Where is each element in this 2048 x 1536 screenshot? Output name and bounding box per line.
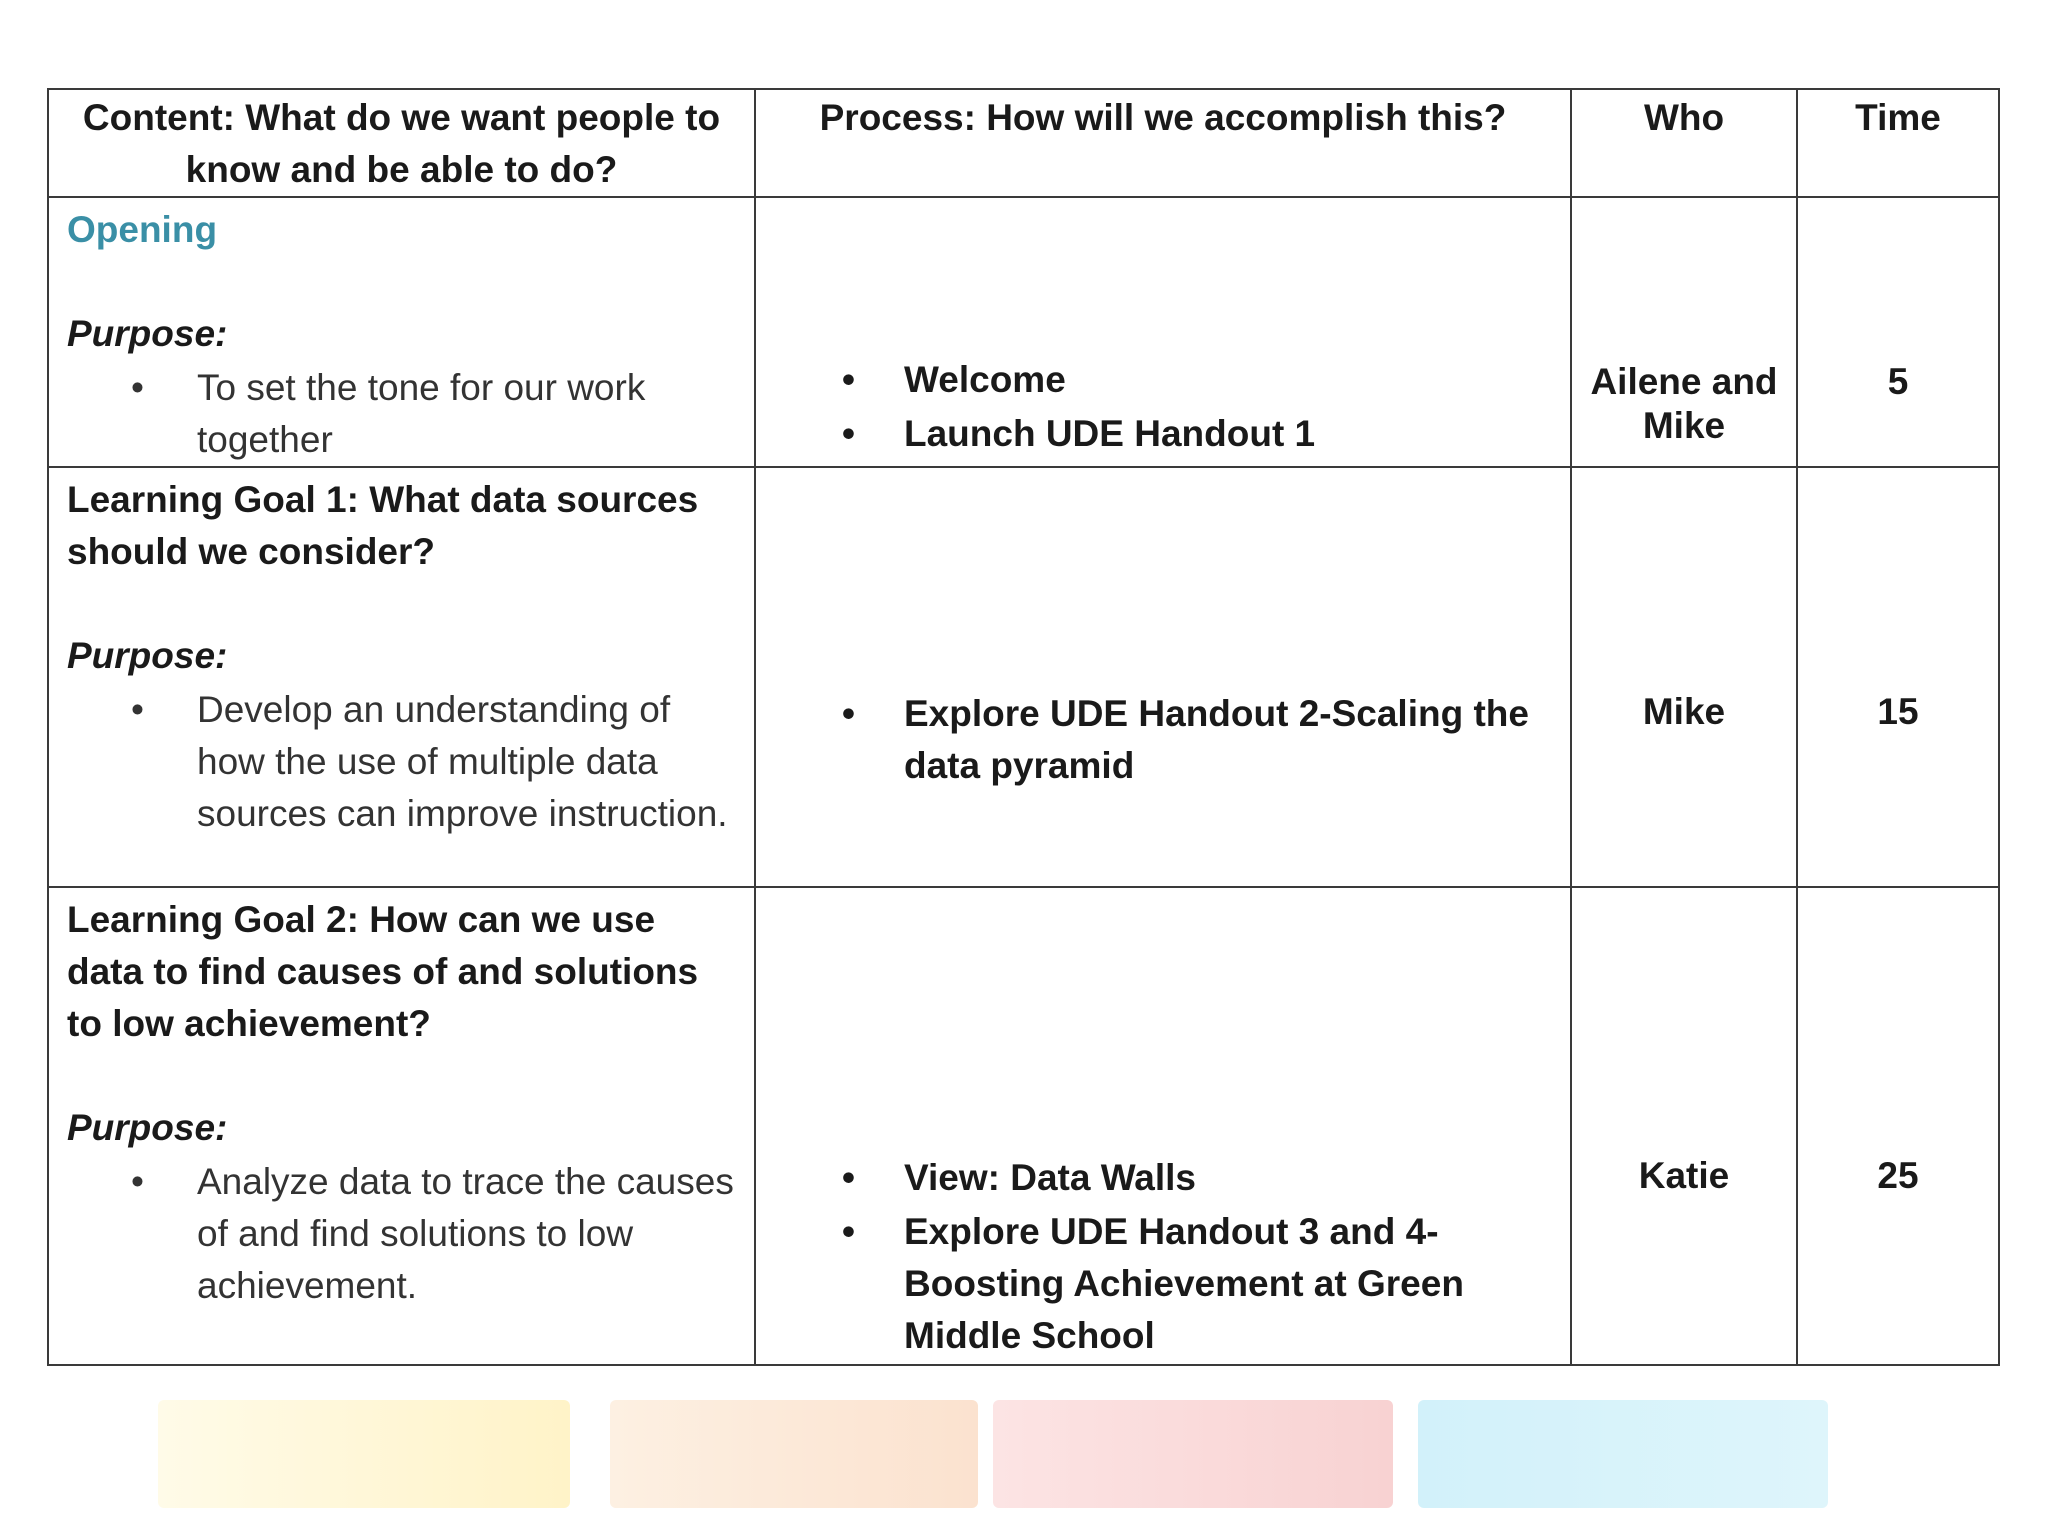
purpose-label: Purpose: <box>67 313 228 354</box>
header-time: Time <box>1797 89 1999 197</box>
list-item: • To set the tone for our work together <box>67 362 736 466</box>
list-item: • Welcome <box>756 354 1540 406</box>
list-item: • Analyze data to trace the causes of and find solutions to low achievement. <box>67 1156 736 1312</box>
section-title: Learning Goal 1: What data sources should we consider? <box>67 479 699 572</box>
table-row <box>48 467 1999 887</box>
header-row <box>48 89 1999 197</box>
header-who: Who <box>1571 89 1797 197</box>
process-list <box>756 354 1540 460</box>
agenda-table <box>47 88 2000 1366</box>
process-list <box>756 1152 1540 1362</box>
decor-block-orange <box>610 1400 978 1508</box>
who-cell: Ailene and Mike <box>1571 197 1797 467</box>
decor-block-yellow <box>158 1400 570 1508</box>
purpose-list <box>67 1156 736 1312</box>
purpose-list <box>67 684 736 840</box>
table-row <box>48 197 1999 467</box>
header-process: Process: How will we accomplish this? <box>755 89 1571 197</box>
list-item: • Explore UDE Handout 2-Scaling the data pyramid <box>756 688 1540 792</box>
list-item: • Develop an understanding of how the use of multiple data sources can improve instruction. <box>67 684 736 840</box>
time-cell: 25 <box>1797 887 1999 1365</box>
process-cell <box>755 467 1571 887</box>
content-cell <box>48 197 755 467</box>
process-cell <box>755 197 1571 467</box>
time-cell: 5 <box>1797 197 1999 467</box>
purpose-list <box>67 362 736 466</box>
time-cell: 15 <box>1797 467 1999 887</box>
decor-block-pink <box>993 1400 1393 1508</box>
purpose-label: Purpose: <box>67 635 228 676</box>
list-item: • Explore UDE Handout 3 and 4-Boosting Achievement at Green Middle School <box>756 1206 1540 1362</box>
content-cell <box>48 467 755 887</box>
purpose-label: Purpose: <box>67 1107 228 1148</box>
content-cell <box>48 887 755 1365</box>
decor-block-blue <box>1418 1400 1828 1508</box>
header-content: Content: What do we want people to know and be able to do? <box>48 89 755 197</box>
table-row <box>48 887 1999 1365</box>
who-cell: Mike <box>1571 467 1797 887</box>
section-title: Learning Goal 2: How can we use data to find causes of and solutions to low achievement? <box>67 899 699 1044</box>
section-title: Opening <box>67 209 218 250</box>
list-item: • Launch UDE Handout 1 <box>756 408 1540 460</box>
who-cell: Katie <box>1571 887 1797 1365</box>
process-list <box>756 688 1540 792</box>
list-item: • View: Data Walls <box>756 1152 1540 1204</box>
process-cell <box>755 887 1571 1365</box>
